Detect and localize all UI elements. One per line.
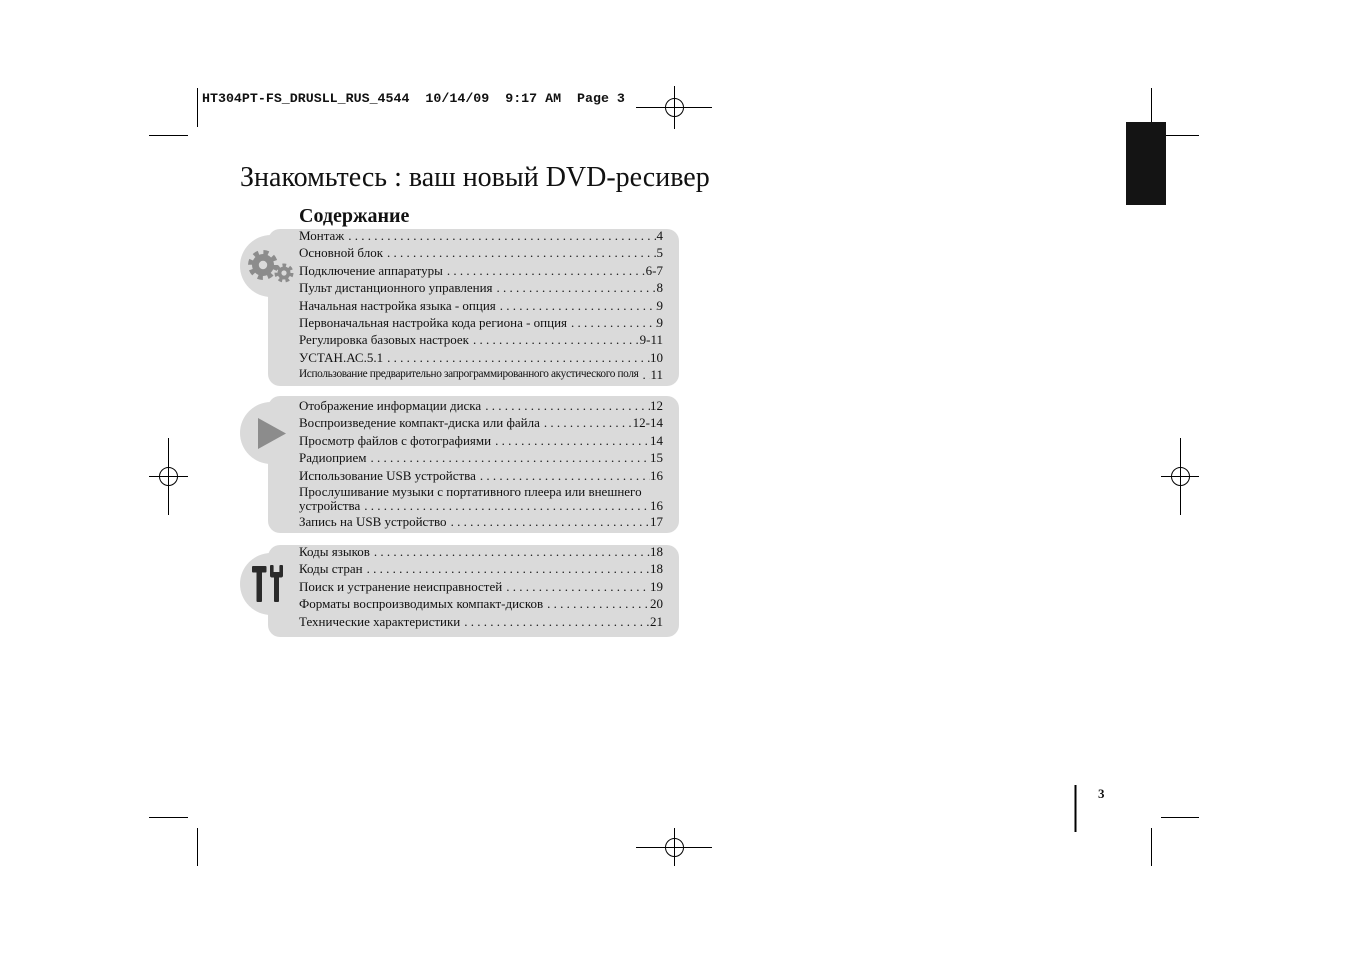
toc-entry	[299, 513, 663, 530]
toc-entry-page: 6-7	[645, 262, 663, 278]
registration-mark-left	[149, 438, 188, 515]
dot-leader	[360, 499, 650, 513]
toc-entry-page: 10	[650, 349, 663, 365]
toc-entry	[299, 484, 663, 513]
dot-leader	[344, 227, 656, 244]
toc-entry-label: Воспроизведение компакт-диска или файла	[299, 415, 540, 431]
print-slug: HT304PT-FS_DRUSLL_RUS_4544 10/14/09 9:17 AM Page 3	[202, 91, 625, 106]
dot-leader	[493, 279, 657, 296]
toc-entry-label: Использование USB устройства	[299, 467, 476, 483]
crop-mark-bottom-right	[1152, 818, 1200, 867]
toc-entry	[299, 349, 663, 366]
toc-entry-label: Коды языков	[299, 544, 370, 559]
toc-entry-label: Первоначальная настройка кода региона - опция	[299, 314, 568, 330]
toc-entry	[299, 331, 663, 348]
toc-entry	[299, 279, 663, 296]
contents-section-playback	[299, 397, 663, 530]
toc-entry-page: 11	[650, 367, 663, 383]
dot-leader	[469, 331, 640, 348]
toc-entry-label: Основной блок	[299, 245, 384, 261]
dot-leader	[638, 366, 650, 383]
toc-entry-page: 8	[656, 280, 663, 296]
toc-entry-label: Коды стран	[299, 561, 363, 577]
toc-entry-label: Отображение информации диска	[299, 398, 482, 413]
toc-entry-page: 15	[650, 450, 663, 466]
toc-entry	[299, 262, 663, 279]
toc-entry	[299, 297, 663, 314]
toc-entry	[299, 613, 663, 630]
toc-entry-page: 19	[650, 578, 663, 594]
toc-entry-line	[299, 484, 663, 500]
toc-entry	[299, 244, 663, 261]
dot-leader	[481, 397, 650, 414]
toc-entry-label: Просмотр файлов с фотографиями	[299, 432, 492, 448]
toc-entry-page: 9-11	[639, 332, 663, 348]
toc-entry-label: Пульт дистанционного управления	[299, 280, 493, 296]
toc-entry-page: 9	[656, 314, 663, 330]
toc-entry-label: Регулировка базовых настроек	[299, 332, 469, 348]
toc-entry	[299, 366, 663, 383]
toc-entry-label: Технические характеристики	[299, 613, 461, 629]
toc-entry	[299, 414, 663, 431]
crop-mark-top-left	[149, 88, 198, 136]
toc-entry-page: 9	[656, 297, 663, 313]
registration-mark-right	[1161, 438, 1199, 515]
toc-entry	[299, 449, 663, 466]
toc-entry-line	[299, 499, 663, 513]
toc-entry-label: УСТАН.АС.5.1	[299, 349, 384, 365]
toc-entry	[299, 397, 663, 414]
toc-entry	[299, 578, 663, 595]
crop-mark-bottom-left	[149, 818, 198, 867]
toc-entry-page: 20	[650, 596, 663, 612]
toc-entry-label: Монтаж	[299, 228, 345, 243]
toc-entry	[299, 432, 663, 449]
dot-leader	[366, 449, 650, 466]
toc-entry-page: 14	[650, 432, 663, 448]
toc-entry-page: 21	[650, 613, 663, 629]
dot-leader	[443, 262, 646, 279]
toc-entry-label: устройства	[299, 498, 361, 514]
dot-leader	[383, 244, 656, 261]
page-number: 3	[1098, 786, 1105, 801]
dot-leader	[363, 560, 650, 577]
toc-entry	[299, 560, 663, 577]
contents-heading: Содержание	[299, 205, 410, 227]
toc-entry-label: Радиоприем	[299, 450, 367, 466]
dot-leader	[476, 467, 650, 484]
dot-leader	[491, 432, 650, 449]
dot-leader	[370, 543, 650, 560]
toc-entry-page: 18	[650, 561, 663, 577]
dot-leader	[496, 297, 657, 314]
registration-mark-bottom	[636, 828, 712, 866]
toc-entry-page: 5	[656, 245, 663, 261]
toc-entry	[299, 595, 663, 612]
toc-entry-label: Подключение аппаратуры	[299, 262, 443, 278]
contents-section-setup	[299, 227, 663, 384]
toc-entry	[299, 543, 663, 560]
contents-section-reference	[299, 543, 663, 630]
toc-entry-page: 4	[656, 228, 663, 243]
dot-leader	[540, 414, 633, 431]
toc-entry-label: Поиск и устранение неисправностей	[299, 578, 503, 594]
registration-mark-top	[636, 86, 712, 129]
toc-entry-page: 18	[650, 544, 663, 559]
edge-tab	[1126, 122, 1166, 205]
toc-entry	[299, 227, 663, 244]
dot-leader	[383, 349, 650, 366]
dot-leader	[543, 595, 650, 612]
toc-entry-label: Форматы воспроизводимых компакт-дисков	[299, 596, 544, 612]
toc-entry-page: 12	[650, 398, 663, 413]
dot-leader	[567, 314, 656, 331]
toc-entry	[299, 314, 663, 331]
toc-entry-page: 17	[650, 513, 663, 529]
toc-entry-page: 12-14	[632, 415, 663, 431]
toc-entry-label: Запись на USB устройство	[299, 513, 447, 529]
dot-leader	[460, 613, 650, 630]
toc-entry	[299, 467, 663, 484]
toc-entry-label: Начальная настройка языка - опция	[299, 297, 496, 313]
toc-entry-page: 16	[650, 467, 663, 483]
toc-entry-label: Прослушивание музыки с портативного плеера или внешнего	[299, 483, 642, 499]
toc-entry-page: 16	[650, 498, 663, 514]
dot-leader	[502, 578, 650, 595]
dot-leader	[447, 513, 650, 530]
page-title: Знакомьтесь : ваш новый DVD-ресивер	[240, 162, 710, 193]
toc-entry-label: Использование предварительно запрограммированного акустического поля	[299, 368, 639, 381]
